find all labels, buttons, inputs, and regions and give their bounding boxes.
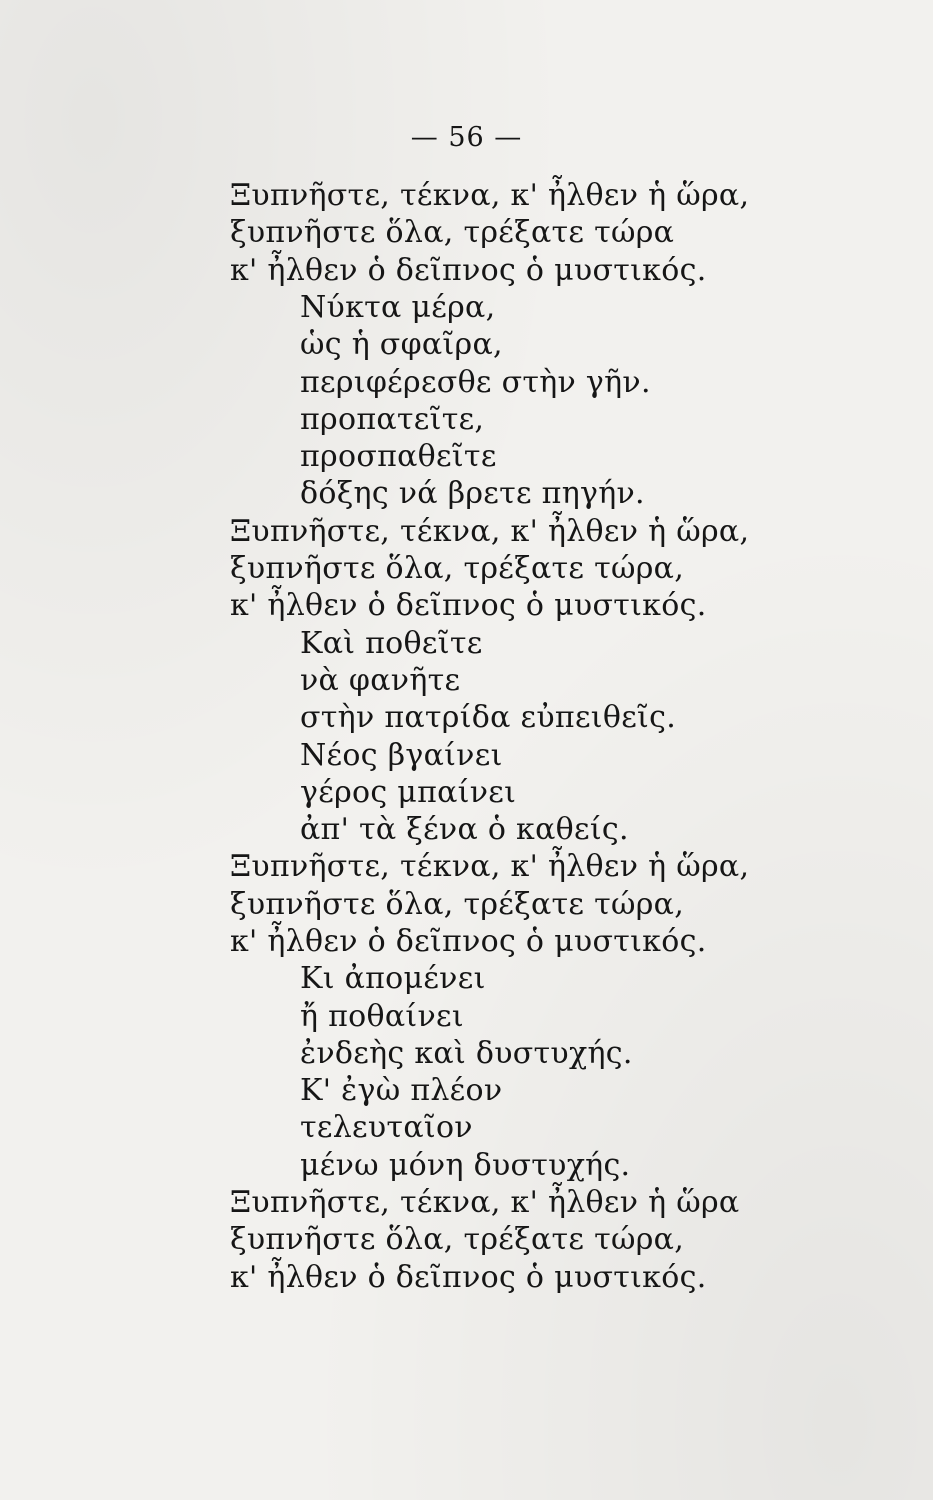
verse-line-indented: νὰ φανῆτε: [300, 663, 461, 698]
verse-line-indented: Νύκτα μέρα,: [300, 290, 496, 325]
verse-line: κ' ἦλθεν ὁ δεῖπνος ὁ μυστικός.: [230, 924, 707, 959]
verse-line-indented: Κι ἀπομένει: [300, 961, 486, 996]
verse-line-indented: ὡς ἡ σφαῖρα,: [300, 327, 503, 362]
verse-line: Ξυπνῆστε, τέκνα, κ' ἦλθεν ἡ ὥρα: [230, 1185, 740, 1220]
verse-line-indented: προπατεῖτε,: [300, 402, 485, 437]
verse-line-indented: ἐνδεὴς καὶ δυστυχής.: [300, 1036, 633, 1071]
verse-line-indented: προσπαθεῖτε: [300, 439, 497, 474]
verse-line-indented: γέρος μπαίνει: [300, 775, 517, 810]
verse-line-indented: τελευταῖον: [300, 1110, 473, 1145]
verse-line: Ξυπνῆστε, τέκνα, κ' ἦλθεν ἡ ὥρα,: [230, 178, 750, 213]
verse-line-indented: Καὶ ποθεῖτε: [300, 626, 483, 661]
verse-line: κ' ἦλθεν ὁ δεῖπνος ὁ μυστικός.: [230, 253, 707, 288]
verse-line: Ξυπνῆστε, τέκνα, κ' ἦλθεν ἡ ὥρα,: [230, 849, 750, 884]
verse-line-indented: μένω μόνη δυστυχής.: [300, 1148, 631, 1183]
verse-line: ξυπνῆστε ὅλα, τρέξατε τώρα,: [230, 1222, 685, 1257]
verse-line: ξυπνῆστε ὅλα, τρέξατε τώρα,: [230, 887, 685, 922]
verse-line-indented: ἀπ' τὰ ξένα ὁ καθείς.: [300, 812, 629, 847]
verse-line-indented: περιφέρεσθε στὴν γῆν.: [300, 365, 651, 400]
verse-line: ξυπνῆστε ὅλα, τρέξατε τώρα: [230, 215, 675, 250]
verse-line-indented: δόξης νά βρετε πηγήν.: [300, 476, 645, 511]
verse-line-indented: στὴν πατρίδα εὐπειθεῖς.: [300, 700, 677, 735]
verse-line-indented: ἤ ποθαίνει: [300, 999, 464, 1034]
page-number: — 56 —: [410, 122, 523, 153]
verse-line: Ξυπνῆστε, τέκνα, κ' ἦλθεν ἡ ὥρα,: [230, 514, 750, 549]
verse-line: κ' ἦλθεν ὁ δεῖπνος ὁ μυστικός.: [230, 1260, 707, 1295]
verse-line-indented: Κ' ἐγὼ πλέον: [300, 1073, 503, 1108]
verse-line-indented: Νέος βγαίνει: [300, 738, 503, 773]
verse-line: κ' ἦλθεν ὁ δεῖπνος ὁ μυστικός.: [230, 588, 707, 623]
verse-line: ξυπνῆστε ὅλα, τρέξατε τώρα,: [230, 551, 685, 586]
